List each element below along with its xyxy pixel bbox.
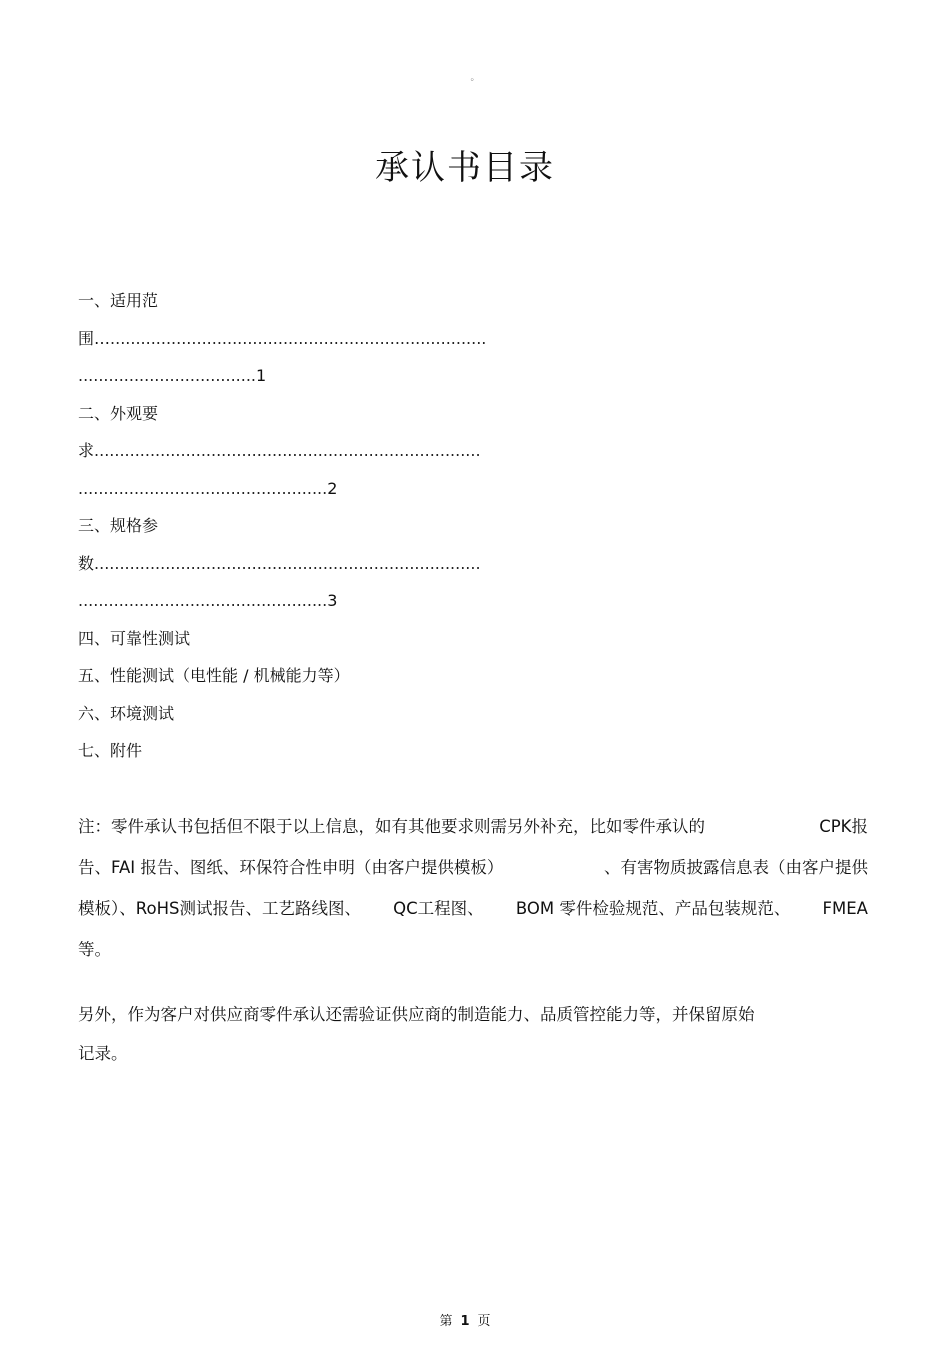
toc-item-6: 六、环境测试 xyxy=(78,703,175,723)
table-of-contents xyxy=(78,290,878,778)
toc-item-7: 七、附件 xyxy=(78,741,143,760)
toc-item-2-heading: 二、外观要 xyxy=(78,403,159,423)
header-mark: 。 xyxy=(470,73,480,83)
toc-item-2-continuation: 求............................................................................ xyxy=(78,441,481,460)
page-footer: 第 1 页 xyxy=(439,1314,491,1329)
toc-item-1-continuation: 围….......................................................................... xyxy=(78,328,487,348)
toc-item-1-heading: 一、适用范 xyxy=(78,291,159,310)
toc-item-2-page: .................................................2 xyxy=(78,478,338,498)
toc-item-5: 五、性能测试（电性能 / 机械能力等） xyxy=(78,666,350,685)
note-line-1: 注：零件承认书包括但不限于以上信息，如有其他要求则需另外补充，比如零件承认的 CPK报 xyxy=(78,817,868,836)
toc-item-3-heading: 三、规格参 xyxy=(78,516,159,535)
footer-page-number: 1 xyxy=(460,1314,470,1329)
paragraph-line-2: 记录。 xyxy=(78,1044,128,1063)
toc-item-1-page: ...................................1 xyxy=(78,366,267,385)
toc-item-3-page: .................................................3 xyxy=(78,591,338,610)
page-number: 2 xyxy=(327,478,338,498)
note-line-3: 模板）、RoHS测试报告、工艺路线图、 QC工程图、 BOM 零件检验规范、产品包装规范、 FMEA xyxy=(78,899,868,918)
toc-item-3-continuation: 数............................................................................ xyxy=(78,553,481,573)
note-paragraph xyxy=(78,806,868,970)
supplier-verification-paragraph xyxy=(78,995,868,1073)
toc-item-4: 四、可靠性测试 xyxy=(78,628,191,648)
note-line-4: 等。 xyxy=(78,940,111,959)
page-title: 承认书目录 xyxy=(375,148,555,188)
note-line-2: 告、FAI 报告、图纸、环保符合性申明（由客户提供模板） 、有害物质披露信息表（由客户提供 xyxy=(78,858,868,877)
page-number: 3 xyxy=(327,591,338,610)
paragraph-line-1: 另外，作为客户对供应商零件承认还需验证供应商的制造能力、品质管控能力等，并保留原始 xyxy=(78,1005,755,1024)
page-number: 1 xyxy=(256,366,267,385)
